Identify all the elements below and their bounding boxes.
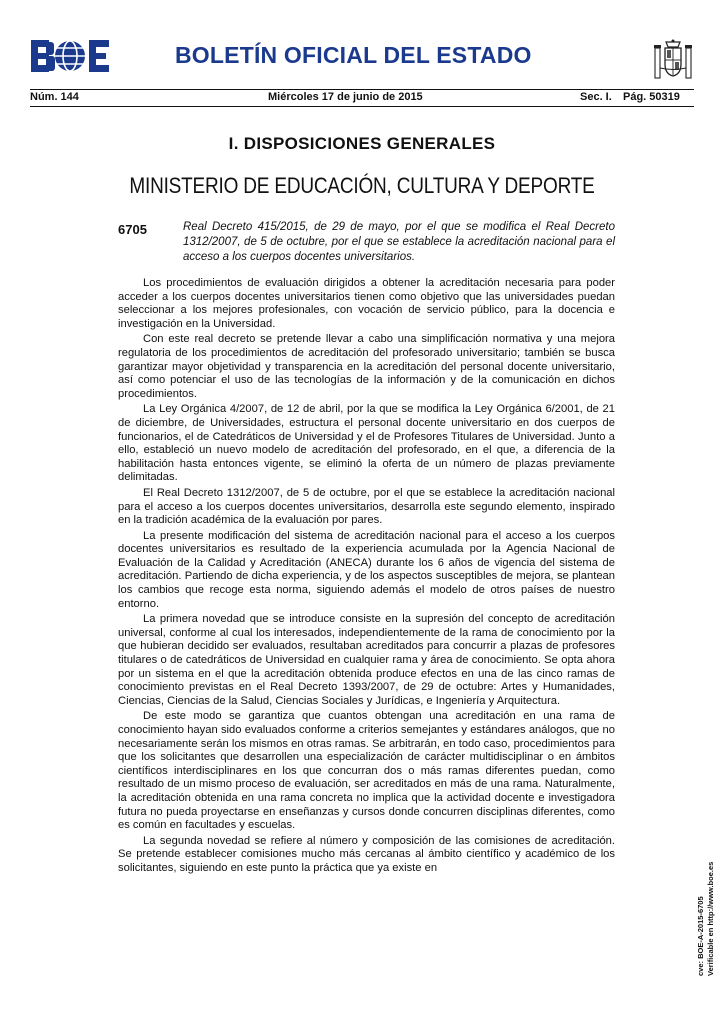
paragraph: La Ley Orgánica 4/2007, de 12 de abril, por la que se modifica la Ley Orgánica 6/2001, de 21 de diciembre, de Universidades, estructura el personal docente universitario en dos cuerpos de funcionarios, el de Catedráticos de Universidad y el de Profesores Titulares de Universidad. Junto a ello, estableció un nuevo modelo de acreditación del profesorado, en el que, a diferencia de la habilitación hasta entonces vigente, se eliminó la oferta de un número de plazas previamente delimitadas. <box>118 403 615 484</box>
disposition-title: Real Decreto 415/2015, de 29 de mayo, por el que se modifica el Real Decreto 1312/2007, de 5 de octubre, por el que se establece la acreditación nacional para el acceso a los cuerpos docentes universitarios. <box>183 221 615 263</box>
body-text <box>118 277 615 878</box>
paragraph: El Real Decreto 1312/2007, de 5 de octubre, por el que se establece la acreditación nacional para el acceso a los cuerpos docentes universitarios, desarrolla este segundo elemento, inspirado en la tradición académica de la evaluación por pares. <box>118 486 615 527</box>
paragraph: De este modo se garantiza que cuantos obtengan una acreditación en una rama de conocimiento hayan sido evaluados conforme a criterios semejantes y estándares análogos, que no necesariamente serán los mismos en otras ramas. Se arbitrarán, en todo caso, procedimientos para que los solicitantes que desarrollen una especialización de carácter multidisciplinar o en ámbitos científicos interdisciplinares en los que concurran dos o más ramas diferentes puedan, como resultado de un mismo proceso de evaluación, ser acreditados en más de una rama. Naturalmente, la acreditación obtenida en una rama concreta no implica que la actividad docente e investigadora futura no pueda proyectarse en enseñanzas y cursos donde concurren disciplinas diferentes, como es común en facultades y escuelas. <box>118 710 615 832</box>
coat-of-arms-icon <box>652 38 694 82</box>
verification-sidebar <box>693 830 723 980</box>
boe-logo <box>30 38 110 74</box>
verification-link[interactable]: Verificable en http://www.boe.es <box>706 861 715 976</box>
meta-divider <box>30 106 694 107</box>
page-number: Pág. 50319 <box>623 91 680 103</box>
paragraph: La presente modificación del sistema de acreditación nacional para el acceso a los cuerpos docentes universitarios es resultado de la experiencia acumulada por la Agencia Nacional de Evaluación de la Calidad y Acreditación (ANECA) durante los 6 años de vigencia del sistema de acreditación. Partiendo de dicha experiencia, y de los aspectos susceptibles de mejora, se plantean los cambios que recoge esta norma, siguiendo además el modelo de otros países de nuestro entorno. <box>118 529 615 610</box>
section-label: Sec. I. <box>580 91 612 103</box>
section-heading: I. DISPOSICIONES GENERALES <box>228 134 496 153</box>
disposition-number: 6705 <box>118 222 147 237</box>
gazette-title: BOLETÍN OFICIAL DEL ESTADO <box>175 42 532 68</box>
paragraph: Los procedimientos de evaluación dirigidos a obtener la acreditación necesaria para poder acceder a los cuerpos docentes universitarios tienen como objetivo que las universidades puedan seleccionar a los mejores profesionales, con vocación de servicio público, para la docencia e investigación en la Universidad. <box>118 277 615 330</box>
issue-number: Núm. 144 <box>30 91 79 103</box>
issue-date: Miércoles 17 de junio de 2015 <box>268 91 423 103</box>
header-divider <box>30 89 694 90</box>
ministry-heading: MINISTERIO DE EDUCACIÓN, CULTURA Y DEPORTE <box>129 174 595 199</box>
paragraph: La primera novedad que se introduce consiste en la supresión del concepto de acreditación universal, conforme al cual los interesados, independientemente de la rama de conocimiento por la que hubieran decidido ser evaluados, resultaban acreditados para concurrir a plazas de profesores titulares o de catedráticos de Universidad en cualquier rama y área de conocimiento. Se opta ahora por un sistema en el que la acreditación obtenida produce efectos en una de las cinco ramas de conocimiento previstas en el Real Decreto 1393/2007, de 29 de octubre: Artes y Humanidades, Ciencias, Ciencias de la Salud, Ciencias Sociales y Jurídicas, e Ingeniería y Arquitectura. <box>118 613 615 707</box>
paragraph: Con este real decreto se pretende llevar a cabo una simplificación normativa y una mejora regulatoria de los procedimientos de acreditación del profesorado universitario; también se busca garantizar mayor objetividad y transparencia en la acreditación del personal docente universitario, así como potenciar el uso de las tecnologías de la información y de la comunicación en dichos procedimientos. <box>118 333 615 400</box>
paragraph: La segunda novedad se refiere al número y composición de las comisiones de acreditación. Se pretende establecer comisiones mucho más cercanas al ámbito científico y académico de los solicitantes, siguiendo en este punto la práctica que ya existe en <box>118 834 615 874</box>
cve-code: cve: BOE-A-2015-6705 <box>696 896 705 976</box>
